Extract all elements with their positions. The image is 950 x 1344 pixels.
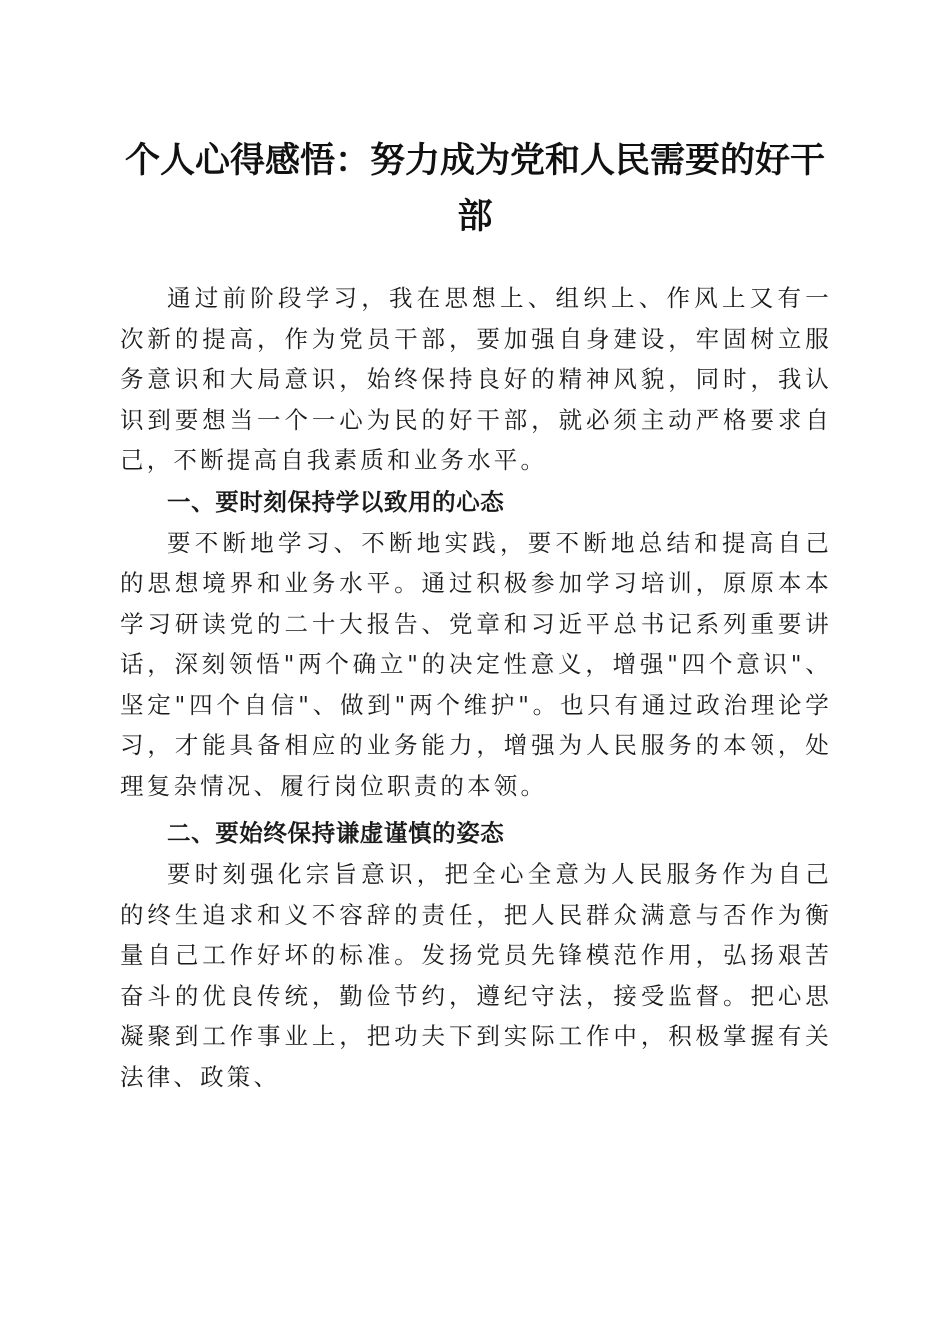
section-1-paragraph: 要不断地学习、不断地实践，要不断地总结和提高自己的思想境界和业务水平。通过积极参加学习培训，原原本本学习研读党的二十大报告、党章和习近平总书记系列重要讲话，深刻领悟"两个确立"的决定性意义，增强"四个意识"、坚定"四个自信"、做到"两个维护"。也只有通过政治理论学习，才能具备相应的业务能力，增强为人民服务的本领，处理复杂情况、履行岗位职责的本领。: [120, 528, 832, 800]
section-heading-2: 二、要始终保持谦虚谨慎的姿态: [167, 819, 505, 847]
document-title: 个人心得感悟：努力成为党和人民需要的好干部: [124, 140, 825, 237]
document-body: [120, 278, 832, 1097]
section-2-paragraph: 要时刻强化宗旨意识，把全心全意为人民服务作为自己的终生追求和义不容辞的责任，把人民群众满意与否作为衡量自己工作好坏的标准。发扬党员先锋模范作用，弘扬艰苦奋斗的优良传统，勤俭节约，遵纪守法，接受监督。把心思凝聚到工作事业上，把功夫下到实际工作中，积极掌握有关法律、政策、: [120, 860, 832, 1091]
intro-paragraph: 通过前阶段学习，我在思想上、组织上、作风上又有一次新的提高，作为党员干部，要加强自身建设，牢固树立服务意识和大局意识，始终保持良好的精神风貌，同时，我认识到要想当一个一心为民的好干部，就必须主动严格要求自己，不断提高自我素质和业务水平。: [120, 284, 832, 474]
section-heading-1: 一、要时刻保持学以致用的心态: [167, 487, 505, 516]
